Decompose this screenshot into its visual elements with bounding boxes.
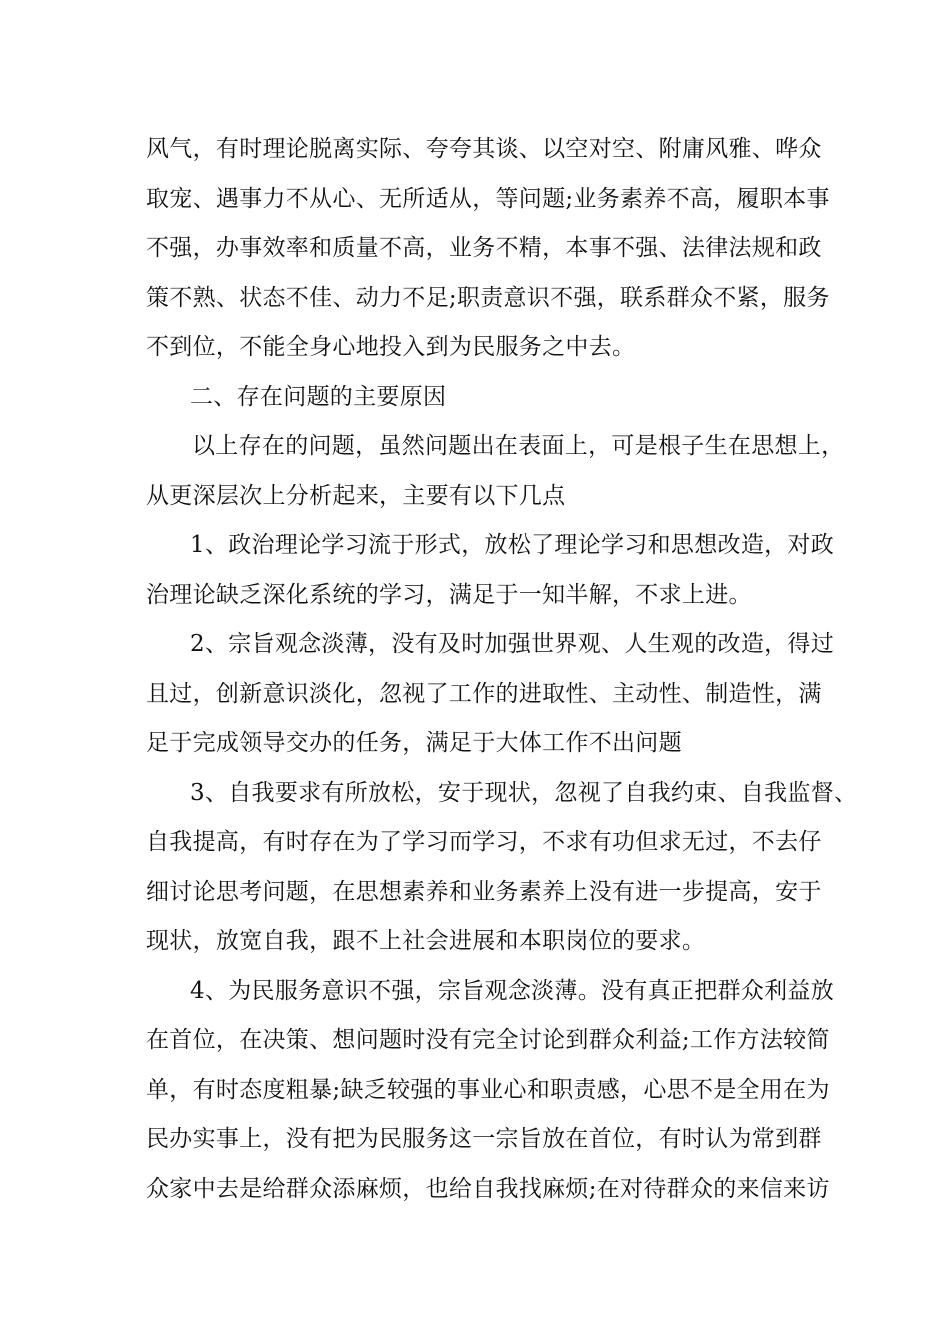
text-line: 风气，有时理论脱离实际、夸夸其谈、以空对空、附庸风雅、哗众 (146, 136, 822, 162)
text-line: 2、宗旨观念淡薄，没有及时加强世界观、人生观的改造，得过 (190, 631, 835, 657)
text-line: 取宠、遇事力不从心、无所适从，等问题;业务素养不高，履职本事 (146, 185, 830, 212)
text-line: 众家中去是给群众添麻烦，也给自我找麻烦;在对待群众的来信来访 (146, 1175, 830, 1202)
section-heading: 二、存在问题的主要原因 (190, 383, 447, 410)
document-body (146, 125, 858, 1214)
text-line: 自我提高，有时存在为了学习而学习，不求有功但求无过，不去仔 (146, 829, 822, 855)
text-line: 4、为民服务意识不强，宗旨观念淡薄。没有真正把群众利益放 (190, 977, 835, 1004)
text-line: 1、政治理论学习流于形式，放松了理论学习和思想改造，对政 (190, 532, 835, 558)
text-line: 民办实事上，没有把为民服务这一宗旨放在首位，有时认为常到群 (146, 1126, 822, 1152)
text-line: 现状，放宽自我，跟不上社会进展和本职岗位的要求。 (146, 928, 706, 954)
text-line: 治理论缺乏深化系统的学习，满足于一知半解，不求上进。 (146, 581, 752, 608)
text-line: 足于完成领导交办的任务，满足于大体工作不出问题 (146, 730, 682, 756)
text-line: 在首位，在决策、想问题时没有完全讨论到群众利益;工作方法较简 (146, 1027, 830, 1053)
text-line: 不到位，不能全身心地投入到为民服务之中去。 (146, 334, 636, 360)
text-line: 3、自我要求有所放松，安于现状，忽视了自我约束、自我监督、 (190, 779, 858, 806)
text-line: 单，有时态度粗暴;缺乏较强的事业心和职责感，心思不是全用在为 (146, 1076, 830, 1103)
text-line: 策不熟、状态不佳、动力不足;职责意识不强，联系群众不紧，服务 (146, 284, 830, 311)
text-line: 从更深层次上分析起来，主要有以下几点 (146, 482, 566, 509)
text-line: 以上存在的问题，虽然问题出在表面上，可是根子生在思想上， (192, 433, 845, 459)
text-line: 不强，办事效率和质量不高，业务不精，本事不强、法律法规和政 (146, 235, 822, 261)
text-line: 细讨论思考问题，在思想素养和业务素养上没有进一步提高，安于 (146, 878, 822, 905)
text-line: 且过，创新意识淡化，忽视了工作的进取性、主动性、制造性，满 (146, 680, 822, 707)
